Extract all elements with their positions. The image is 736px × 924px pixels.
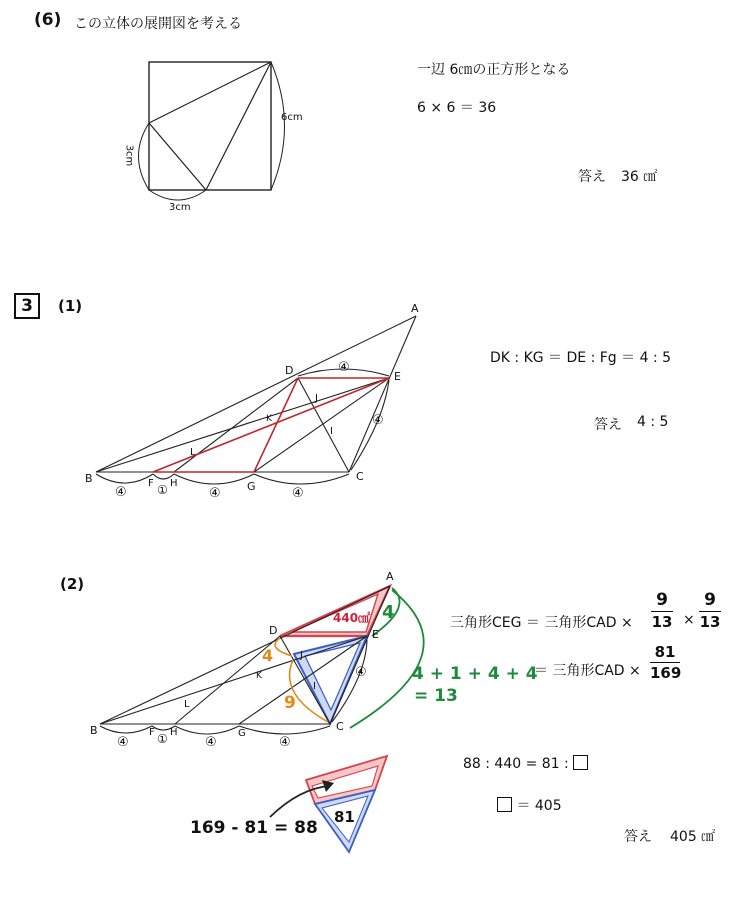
answer-6-value: 36 ㎠: [621, 169, 658, 185]
equation-1-left: 三角形CEG ＝ 三角形CAD ×: [450, 615, 633, 631]
explanation-line-2: 6 × 6 ＝ 36: [417, 100, 497, 116]
ratio-hg-1: ④: [209, 486, 221, 501]
sum-line-1: 4 + 1 + 4 + 4: [412, 664, 538, 684]
point-F-2: F: [149, 727, 155, 738]
fraction-1-num: 9: [656, 590, 668, 610]
ratio-fh-1: ①: [157, 483, 168, 497]
times-sign: ×: [683, 612, 695, 628]
ratio-4-orange: 4: [262, 646, 274, 665]
ratio-4-green: 4: [382, 602, 395, 623]
point-J-2: J: [300, 650, 303, 661]
answer-2-value: 405 ㎠: [670, 829, 716, 845]
difference-note: 169 - 81 = 88: [190, 818, 318, 838]
answer-6-label: 答え: [578, 169, 606, 185]
point-E-1: E: [394, 370, 401, 383]
point-C-2: C: [336, 720, 344, 733]
answer-1-value: 4 : 5: [637, 414, 669, 430]
point-A-2: A: [386, 570, 394, 583]
ratio-fh-2: ①: [157, 732, 168, 746]
point-A-1: A: [411, 302, 419, 315]
ratio-bf-1: ④: [115, 485, 127, 500]
point-I-2: I: [313, 681, 316, 692]
point-B-2: B: [90, 724, 98, 737]
point-F-1: F: [148, 478, 154, 489]
ratio-bf-2: ④: [117, 735, 129, 750]
point-H-2: H: [170, 727, 178, 738]
point-L-1: L: [190, 447, 196, 458]
explanation-line-1: 一辺 6㎝の正方形となる: [417, 62, 571, 78]
ratio-gc-1: ④: [292, 486, 304, 501]
point-E-2: E: [372, 628, 379, 641]
point-J-1: J: [315, 393, 318, 404]
point-H-1: H: [170, 478, 178, 489]
point-C-1: C: [356, 470, 364, 483]
fraction-1-den: 13: [651, 613, 673, 631]
section-6-title: この立体の展開図を考える: [74, 16, 242, 32]
point-G-2: G: [238, 728, 246, 739]
part-2-label: (2): [60, 575, 85, 593]
ratio-equation: DK : KG ＝ DE : Fg ＝ 4 : 5: [490, 350, 672, 366]
box-equation-value: ＝ 405: [516, 798, 562, 814]
triangle-81-label: 81: [334, 808, 355, 826]
ratio-de-1: ④: [338, 360, 350, 375]
point-B-1: B: [85, 472, 93, 485]
point-K-1: K: [266, 414, 272, 424]
ratio-gc-2: ④: [279, 735, 291, 750]
equation-2-left: ＝ 三角形CAD ×: [534, 663, 641, 679]
ratio-ce-1: ④: [372, 413, 384, 428]
fraction-3-num: 81: [654, 643, 676, 661]
dim-bottom-label: 3cm: [169, 202, 191, 213]
ratio-ce-2: ④: [355, 665, 367, 680]
section-6-label: (6): [34, 10, 62, 30]
point-G-1: G: [247, 480, 256, 493]
dim-left-label: 3cm: [123, 144, 135, 167]
sum-line-2: = 13: [414, 686, 458, 706]
proportion-left: 88 : 440 = 81 :: [463, 756, 569, 772]
point-K-2: K: [256, 671, 262, 681]
part-1-label: (1): [58, 297, 83, 315]
point-L-2: L: [184, 699, 190, 710]
dim-height-label: 6cm: [281, 112, 303, 123]
point-I-1: I: [330, 426, 333, 437]
fraction-3-den: 169: [650, 664, 682, 682]
ratio-9-orange: 9: [284, 693, 296, 713]
answer-1-label: 答え: [594, 417, 622, 433]
ratio-hg-2: ④: [205, 735, 217, 750]
point-D-2: D: [269, 624, 278, 637]
area-note-red: 440㎠: [333, 611, 371, 625]
problem-3-number: 3: [14, 293, 40, 319]
answer-2-label: 答え: [624, 829, 652, 845]
fraction-2-den: 13: [699, 613, 721, 631]
fraction-2-num: 9: [704, 590, 716, 610]
point-D-1: D: [285, 364, 294, 377]
